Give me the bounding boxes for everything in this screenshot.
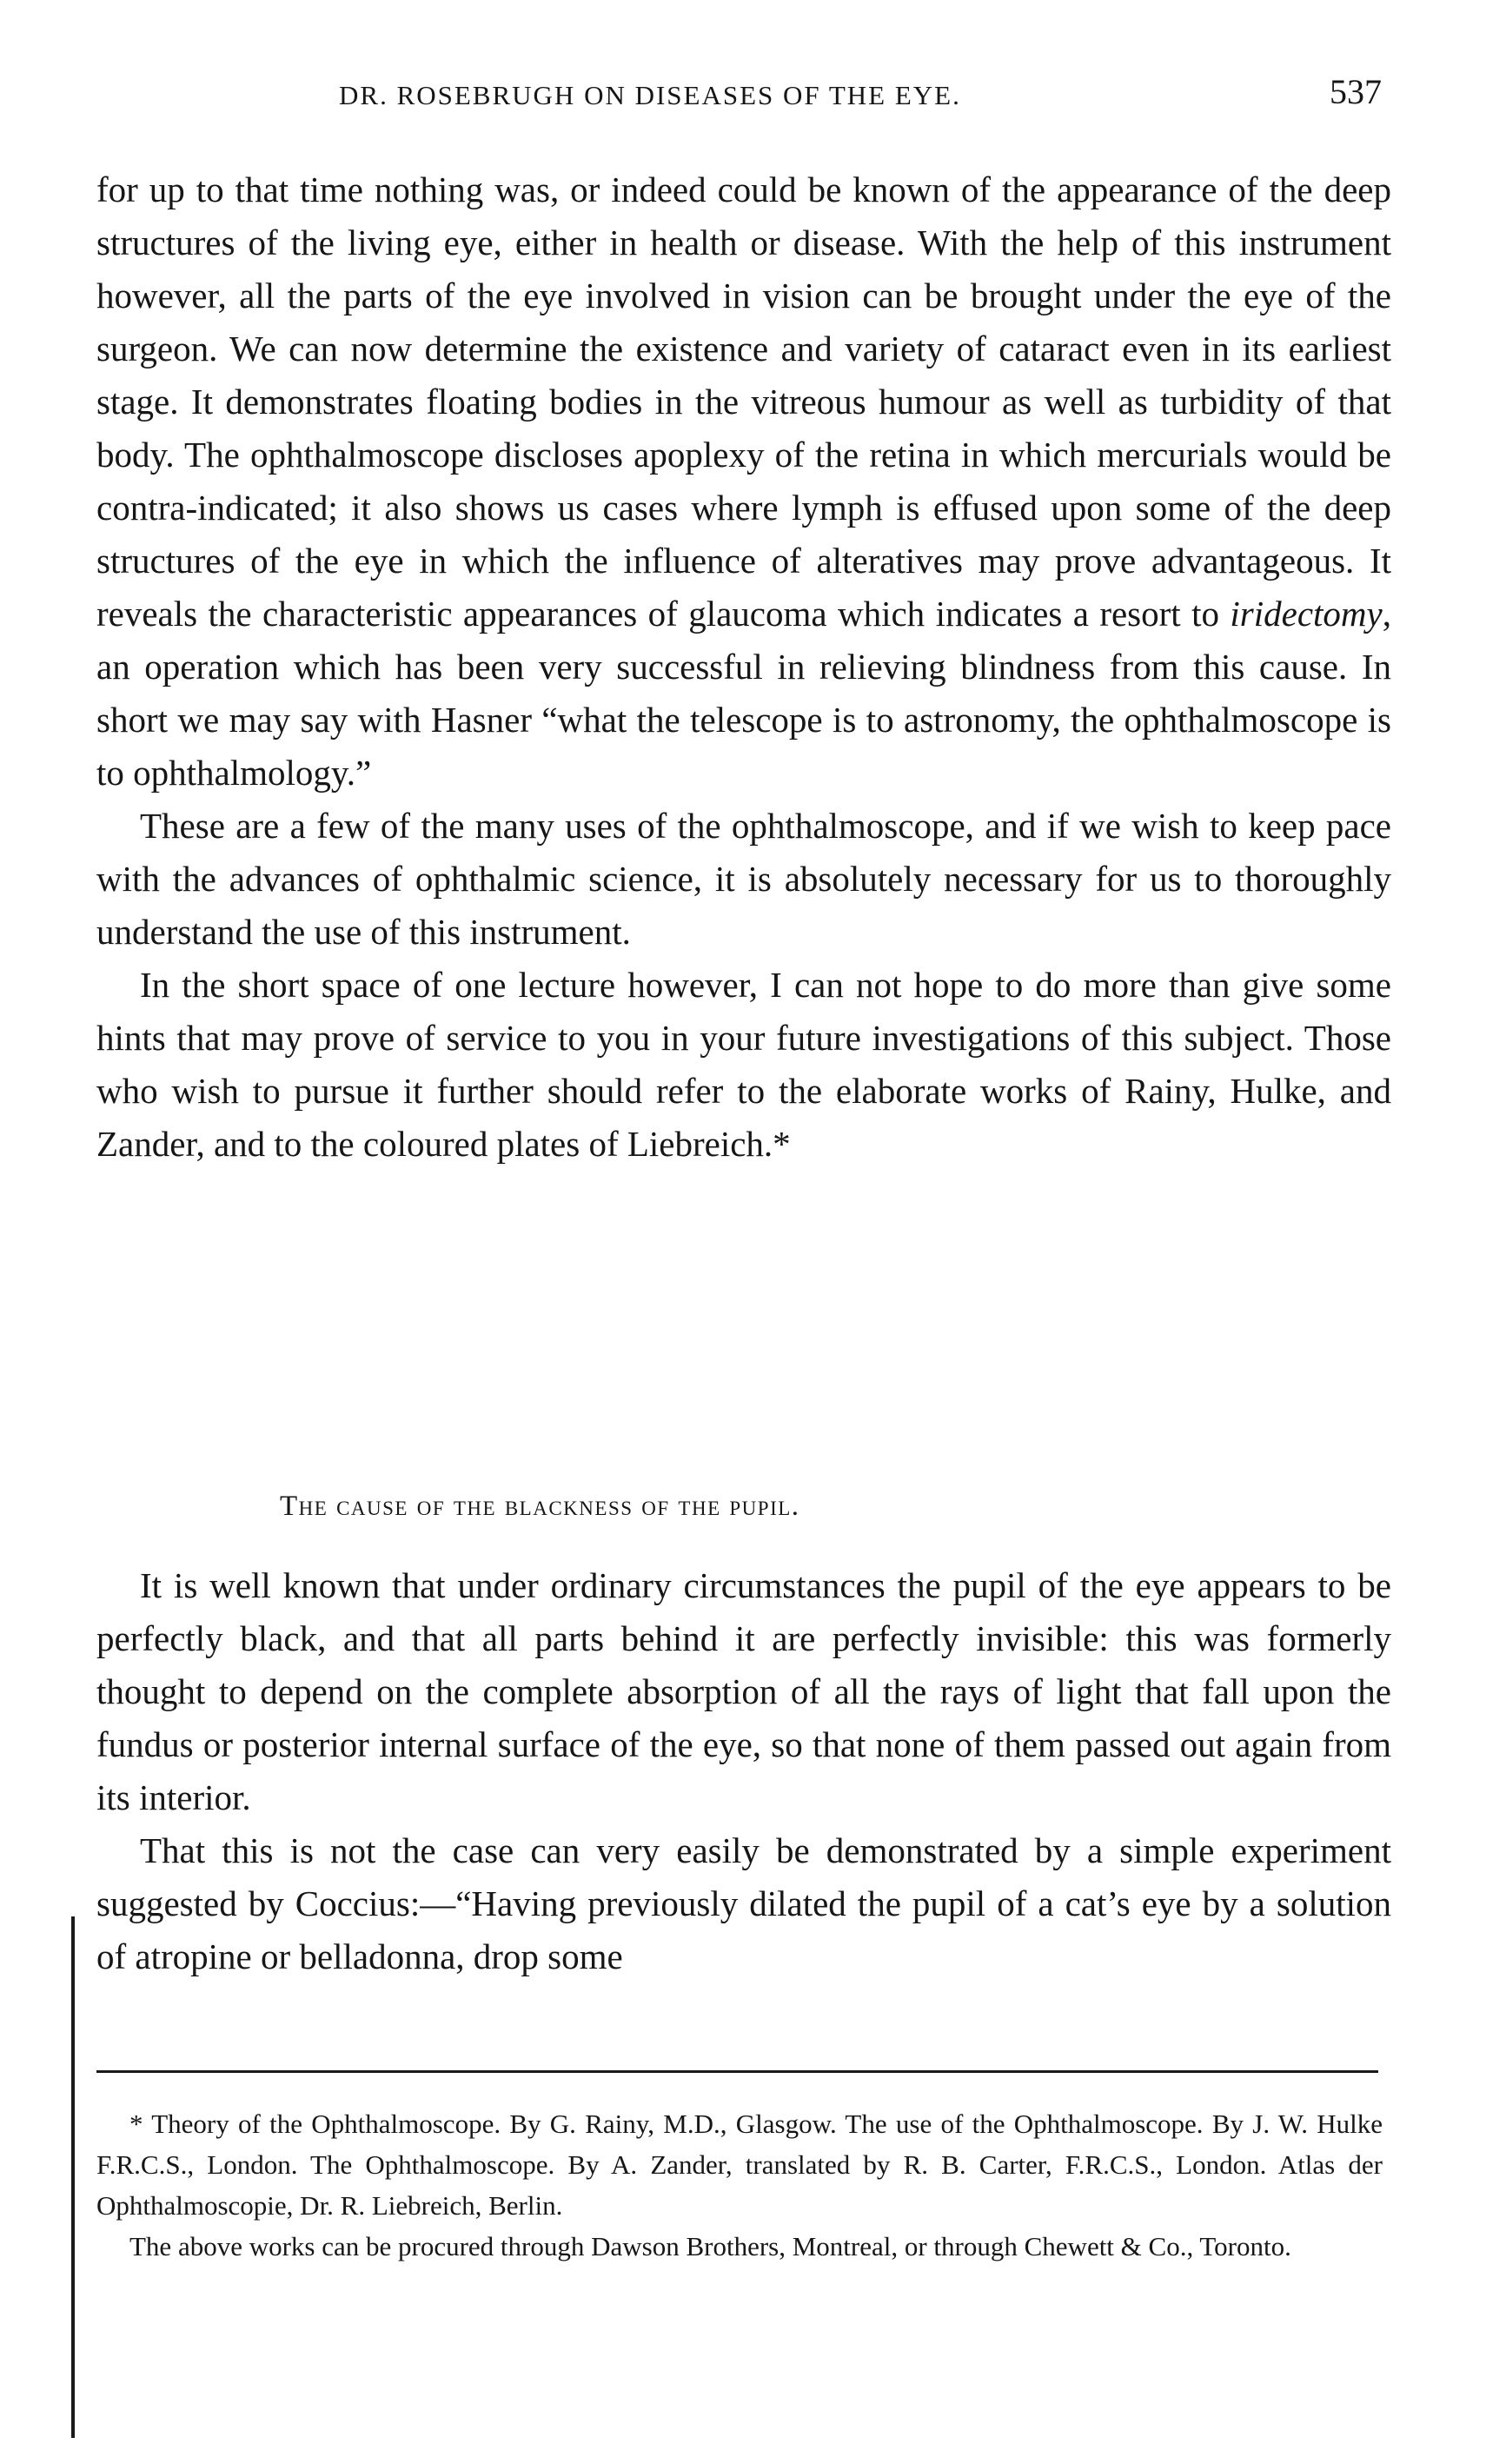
section-paragraph-2: That this is not the case can very easily be demonstrated by a simple experiment suggested by Coccius:—“Having previously dilated the pupil of a cat’s eye by a solution of atropine or belladonna, drop some (96, 1830, 1391, 1976)
paragraph-1-before: for up to that time nothing was, or indeed could be known of the appearance of the deep structures of the living eye, either in health or disease. With the help of this instrument however, all the parts of the eye involved in vision can be brought under the eye of the surgeon. We can now determine the existence and variety of cataract even in its earliest stage. It demonstrates floating bodies in the vitreous humour as well as turbidity of that body. The ophthalmoscope discloses apoplexy of the retina in which mercurials would be contra-indicated; it also shows us cases where lymph is effused upon some of the deep structures of the eye in which the influence of alteratives may prove advantageous. It reveals the characteristic appearances of glaucoma which indicates a resort to (96, 169, 1391, 634)
page-number: 537 (1330, 72, 1382, 111)
footnote-2: The above works can be procured through Dawson Brothers, Montreal, or through Chewett & Co., Toronto. (129, 2231, 1291, 2261)
margin-bar (71, 1916, 75, 2438)
section-heading: The cause of the blackness of the pupil. (280, 1491, 800, 1522)
section-text (96, 1559, 1391, 1983)
footnotes (96, 2103, 1383, 2267)
footnote-rule (96, 2070, 1378, 2073)
running-head: DR. ROSEBRUGH ON DISEASES OF THE EYE. (339, 80, 961, 110)
paragraph-1-after: , an operation which has been very successful in relieving blindness from this cause. In short we may say with Hasner “what the telescope is to astronomy, the ophthalmoscope is to ophthalmology.” (96, 594, 1391, 793)
paragraph-2: These are a few of the many uses of the ophthalmoscope, and if we wish to keep pace with the advances of ophthalmic science, it is absolutely necessary for us to thoroughly understand the use of this instrument. (96, 806, 1391, 952)
paragraph-3: In the short space of one lecture however, I can not hope to do more than give some hints that may prove of service to you in your future investigations of this subject. Those who wish to pursue it further should refer to the elaborate works of Rainy, Hulke, and Zander, and to the coloured plates of Liebreich.* (96, 965, 1391, 1164)
paragraph-1-emphasis: iridectomy (1230, 594, 1383, 634)
paragraph-1 (96, 163, 1391, 800)
section-paragraph-1: It is well known that under ordinary circumstances the pupil of the eye appears to be perfectly black, and that all parts behind it are perfectly invisible: this was formerly thought to depend on the complete absorption of all the rays of light that fall upon the fundus or posterior internal surface of the eye, so that none of them passed out again from its interior. (96, 1565, 1391, 1817)
footnote-1: * Theory of the Ophthalmoscope. By G. Rainy, M.D., Glasgow. The use of the Ophthalmoscope. By J. W. Hulke F.R.C.S., London. The Ophthalmoscope. By A. Zander, translated by R. B. Carter, F.R.C.S., London. Atlas der Ophthalmoscopie, Dr. R. Liebreich, Berlin. (96, 2109, 1383, 2221)
main-text (96, 163, 1391, 1171)
